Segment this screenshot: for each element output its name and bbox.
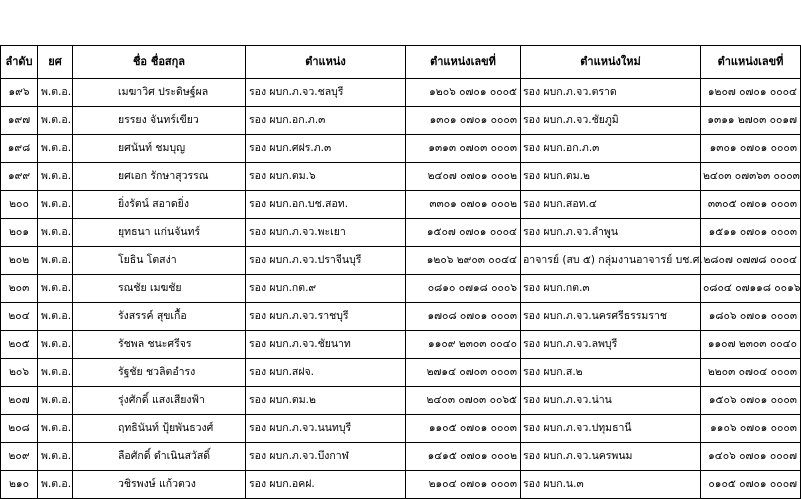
cell-position-no: ๒๑๐๔ ๐๗๐๑ ๐๐๐๓ bbox=[406, 471, 521, 499]
cell-rank: พ.ต.อ. bbox=[38, 191, 73, 219]
cell-position: รอง ผบก.ศฝร.ภ.๓ bbox=[246, 135, 406, 163]
cell-new-position: อาจารย์ (สบ ๕) กลุ่มงานอาจารย์ บช.ศ. bbox=[521, 247, 701, 275]
cell-seq: ๒๐๐ bbox=[1, 191, 38, 219]
header-position: ตำแหน่ง bbox=[246, 46, 406, 79]
cell-seq: ๒๐๕ bbox=[1, 331, 38, 359]
header-seq: ลำดับ bbox=[1, 46, 38, 79]
header-new-position: ตำแหน่งใหม่ bbox=[521, 46, 701, 79]
cell-position: รอง ผบก.ภ.จว.ปราจีนบุรี bbox=[246, 247, 406, 275]
cell-new-position: รอง ผบก.ภ.จว.นครพนม bbox=[521, 443, 701, 471]
cell-position-no: ๒๔๐๓ ๐๗๐๓ ๐๐๖๕ bbox=[406, 387, 521, 415]
cell-new-position-no: ๑๕๐๖ ๐๗๐๑ ๐๐๐๓ bbox=[701, 387, 801, 415]
cell-seq: ๒๐๙ bbox=[1, 443, 38, 471]
table-row bbox=[1, 331, 801, 359]
cell-position-no: ๑๒๐๖ ๐๗๐๑ ๐๐๐๕ bbox=[406, 79, 521, 107]
cell-position: รอง ผบก.ภ.จว.ราชบุรี bbox=[246, 303, 406, 331]
cell-name: ยศเอก รักษาสุวรรณ bbox=[73, 163, 246, 191]
cell-new-position-no: ๑๕๑๑ ๐๗๐๑ ๐๐๐๓ bbox=[701, 219, 801, 247]
cell-name: เมฆาวิศ ประดิษฐ์ผล bbox=[73, 79, 246, 107]
cell-new-position-no: ๑๑๐๗ ๒๓๐๓ ๐๐๔๐ bbox=[701, 331, 801, 359]
cell-position-no: ๑๑๐๙ ๒๓๐๓ ๐๐๔๐ bbox=[406, 331, 521, 359]
cell-new-position-no: ๒๘๐๗ ๐๗๗๘ ๐๐๐๔ bbox=[701, 247, 801, 275]
cell-name: ฤทธินันท์ ปุ้ยพันธวงศ์ bbox=[73, 415, 246, 443]
cell-seq: ๒๐๑ bbox=[1, 219, 38, 247]
cell-rank: พ.ต.อ. bbox=[38, 415, 73, 443]
cell-seq: ๑๙๙ bbox=[1, 163, 38, 191]
cell-position: รอง ผบก.อคฝ. bbox=[246, 471, 406, 499]
cell-position: รอง ผบก.อก.บช.สอท. bbox=[246, 191, 406, 219]
table-row bbox=[1, 79, 801, 107]
table-row bbox=[1, 471, 801, 499]
table-row bbox=[1, 359, 801, 387]
cell-new-position-no: ๓๓๐๕ ๐๗๐๑ ๐๐๐๓ bbox=[701, 191, 801, 219]
transfer-table bbox=[0, 45, 801, 499]
cell-rank: พ.ต.อ. bbox=[38, 219, 73, 247]
cell-new-position-no: ๒๔๐๓ ๐๗๓๖๓ ๐๐๐๓ bbox=[701, 163, 801, 191]
cell-rank: พ.ต.อ. bbox=[38, 471, 73, 499]
cell-new-position-no: ๐๑๐๕ ๐๗๐๑ ๐๐๐๗ bbox=[701, 471, 801, 499]
cell-name: โยธิน โตสง่า bbox=[73, 247, 246, 275]
cell-rank: พ.ต.อ. bbox=[38, 163, 73, 191]
header-name: ชื่อ ชื่อสกุล bbox=[73, 46, 246, 79]
cell-seq: ๒๐๓ bbox=[1, 275, 38, 303]
cell-seq: ๒๐๘ bbox=[1, 415, 38, 443]
cell-rank: พ.ต.อ. bbox=[38, 443, 73, 471]
cell-name: รัฐชัย ชวลิตอำรง bbox=[73, 359, 246, 387]
table-row bbox=[1, 163, 801, 191]
cell-new-position-no: ๑๒๐๗ ๐๗๐๑ ๐๐๐๔ bbox=[701, 79, 801, 107]
cell-name: ยุทธนา แก่นจันทร์ bbox=[73, 219, 246, 247]
table-row bbox=[1, 415, 801, 443]
table-row bbox=[1, 191, 801, 219]
cell-rank: พ.ต.อ. bbox=[38, 359, 73, 387]
cell-position-no: ๑๒๐๖ ๒๙๐๓ ๐๐๔๔ bbox=[406, 247, 521, 275]
header-position-no: ตำแหน่งเลขที่ bbox=[406, 46, 521, 79]
cell-position-no: ๒๔๐๗ ๐๗๐๑ ๐๐๐๒ bbox=[406, 163, 521, 191]
table-row bbox=[1, 387, 801, 415]
cell-position: รอง ผบก.กต.๙ bbox=[246, 275, 406, 303]
cell-seq: ๑๙๘ bbox=[1, 135, 38, 163]
cell-position: รอง ผบก.ภ.จว.พะเยา bbox=[246, 219, 406, 247]
cell-seq: ๒๐๖ bbox=[1, 359, 38, 387]
cell-name: ยศนันท์ ชมบุญ bbox=[73, 135, 246, 163]
cell-rank: พ.ต.อ. bbox=[38, 107, 73, 135]
cell-new-position: รอง ผบก.ตม.๒ bbox=[521, 163, 701, 191]
table-row bbox=[1, 247, 801, 275]
table-row bbox=[1, 219, 801, 247]
table-row bbox=[1, 303, 801, 331]
table-row bbox=[1, 275, 801, 303]
cell-new-position: รอง ผบก.ส.๒ bbox=[521, 359, 701, 387]
cell-new-position: รอง ผบก.ภ.จว.ชัยภูมิ bbox=[521, 107, 701, 135]
cell-position: รอง ผบก.ตม.๖ bbox=[246, 163, 406, 191]
cell-new-position: รอง ผบก.ภ.จว.ตราด bbox=[521, 79, 701, 107]
cell-name: รุ่งศักดิ์ แสงเสียงฟ้า bbox=[73, 387, 246, 415]
cell-new-position-no: ๑๘๐๖ ๐๗๐๑ ๐๐๐๓ bbox=[701, 303, 801, 331]
cell-rank: พ.ต.อ. bbox=[38, 79, 73, 107]
cell-rank: พ.ต.อ. bbox=[38, 387, 73, 415]
cell-seq: ๒๐๔ bbox=[1, 303, 38, 331]
cell-position-no: ๒๗๑๔ ๐๗๐๓ ๐๐๐๓ bbox=[406, 359, 521, 387]
cell-rank: พ.ต.อ. bbox=[38, 331, 73, 359]
table-row bbox=[1, 443, 801, 471]
cell-new-position: รอง ผบก.ภ.จว.น่าน bbox=[521, 387, 701, 415]
cell-new-position: รอง ผบก.กต.๓ bbox=[521, 275, 701, 303]
cell-new-position: รอง ผบก.น.๓ bbox=[521, 471, 701, 499]
cell-position: รอง ผบก.อก.ภ.๓ bbox=[246, 107, 406, 135]
table-header-row bbox=[1, 46, 801, 79]
cell-seq: ๒๐๗ bbox=[1, 387, 38, 415]
cell-new-position-no: ๑๓๑๑ ๒๗๐๓ ๐๐๑๗ bbox=[701, 107, 801, 135]
cell-position-no: ๓๓๐๑ ๐๗๐๑ ๐๐๐๒ bbox=[406, 191, 521, 219]
header-new-position-no: ตำแหน่งเลขที่ bbox=[701, 46, 801, 79]
cell-new-position: รอง ผบก.อก.ภ.๓ bbox=[521, 135, 701, 163]
cell-name: ยิ่งรัตน์ สอาดยิ่ง bbox=[73, 191, 246, 219]
cell-name: ลือศักดิ์ ดำเนินสวัสดิ์ bbox=[73, 443, 246, 471]
cell-new-position-no: ๑๓๐๑ ๐๗๐๑ ๐๐๐๓ bbox=[701, 135, 801, 163]
cell-seq: ๒๐๒ bbox=[1, 247, 38, 275]
cell-seq: ๑๙๖ bbox=[1, 79, 38, 107]
cell-seq: ๑๙๗ bbox=[1, 107, 38, 135]
cell-position-no: ๑๔๑๕ ๐๗๐๑ ๐๐๐๒ bbox=[406, 443, 521, 471]
cell-new-position-no: ๒๒๐๓ ๐๗๐๔ ๐๐๐๓ bbox=[701, 359, 801, 387]
cell-position: รอง ผบก.ภ.จว.บึงกาฬ bbox=[246, 443, 406, 471]
cell-position: รอง ผบก.สฝจ. bbox=[246, 359, 406, 387]
cell-position: รอง ผบก.ตม.๒ bbox=[246, 387, 406, 415]
cell-new-position-no: ๑๑๐๖ ๐๗๐๑ ๐๐๐๓ bbox=[701, 415, 801, 443]
cell-position-no: ๑๗๐๘ ๐๗๐๑ ๐๐๐๓ bbox=[406, 303, 521, 331]
cell-name: รัชพล ชนะศรีจร bbox=[73, 331, 246, 359]
cell-position-no: ๑๑๐๕ ๐๗๐๑ ๐๐๐๓ bbox=[406, 415, 521, 443]
cell-rank: พ.ต.อ. bbox=[38, 275, 73, 303]
cell-position-no: ๑๓๑๓ ๐๗๐๓ ๐๐๐๓ bbox=[406, 135, 521, 163]
cell-new-position: รอง ผบก.สอท.๔ bbox=[521, 191, 701, 219]
header-rank: ยศ bbox=[38, 46, 73, 79]
cell-new-position-no: ๑๔๐๖ ๐๗๐๑ ๐๐๐๗ bbox=[701, 443, 801, 471]
cell-new-position: รอง ผบก.ภ.จว.ลพบุรี bbox=[521, 331, 701, 359]
cell-position: รอง ผบก.ภ.จว.นนทบุรี bbox=[246, 415, 406, 443]
cell-position-no: ๑๕๐๗ ๐๗๐๑ ๐๐๐๔ bbox=[406, 219, 521, 247]
table-row bbox=[1, 107, 801, 135]
cell-seq: ๒๑๐ bbox=[1, 471, 38, 499]
cell-name: รังสรรค์ สุขเกื้อ bbox=[73, 303, 246, 331]
cell-position: รอง ผบก.ภ.จว.ชัยนาท bbox=[246, 331, 406, 359]
cell-name: รณชัย เมฆชัย bbox=[73, 275, 246, 303]
table-row bbox=[1, 135, 801, 163]
cell-new-position: รอง ผบก.ภ.จว.นครศรีธรรมราช bbox=[521, 303, 701, 331]
cell-position-no: ๑๓๐๑ ๐๗๐๑ ๐๐๐๓ bbox=[406, 107, 521, 135]
cell-name: วชิรพงษ์ แก้วตวง bbox=[73, 471, 246, 499]
cell-new-position: รอง ผบก.ภ.จว.ลำพูน bbox=[521, 219, 701, 247]
cell-position-no: ๐๘๑๐ ๐๗๑๘ ๐๐๐๖ bbox=[406, 275, 521, 303]
cell-name: ยรรยง จันทร์เขียว bbox=[73, 107, 246, 135]
cell-new-position: รอง ผบก.ภ.จว.ปทุมธานี bbox=[521, 415, 701, 443]
cell-rank: พ.ต.อ. bbox=[38, 135, 73, 163]
cell-position: รอง ผบก.ภ.จว.ชลบุรี bbox=[246, 79, 406, 107]
cell-rank: พ.ต.อ. bbox=[38, 303, 73, 331]
cell-new-position-no: ๐๘๐๔ ๐๗๑๑๘ ๐๐๑๖ bbox=[701, 275, 801, 303]
cell-rank: พ.ต.อ. bbox=[38, 247, 73, 275]
